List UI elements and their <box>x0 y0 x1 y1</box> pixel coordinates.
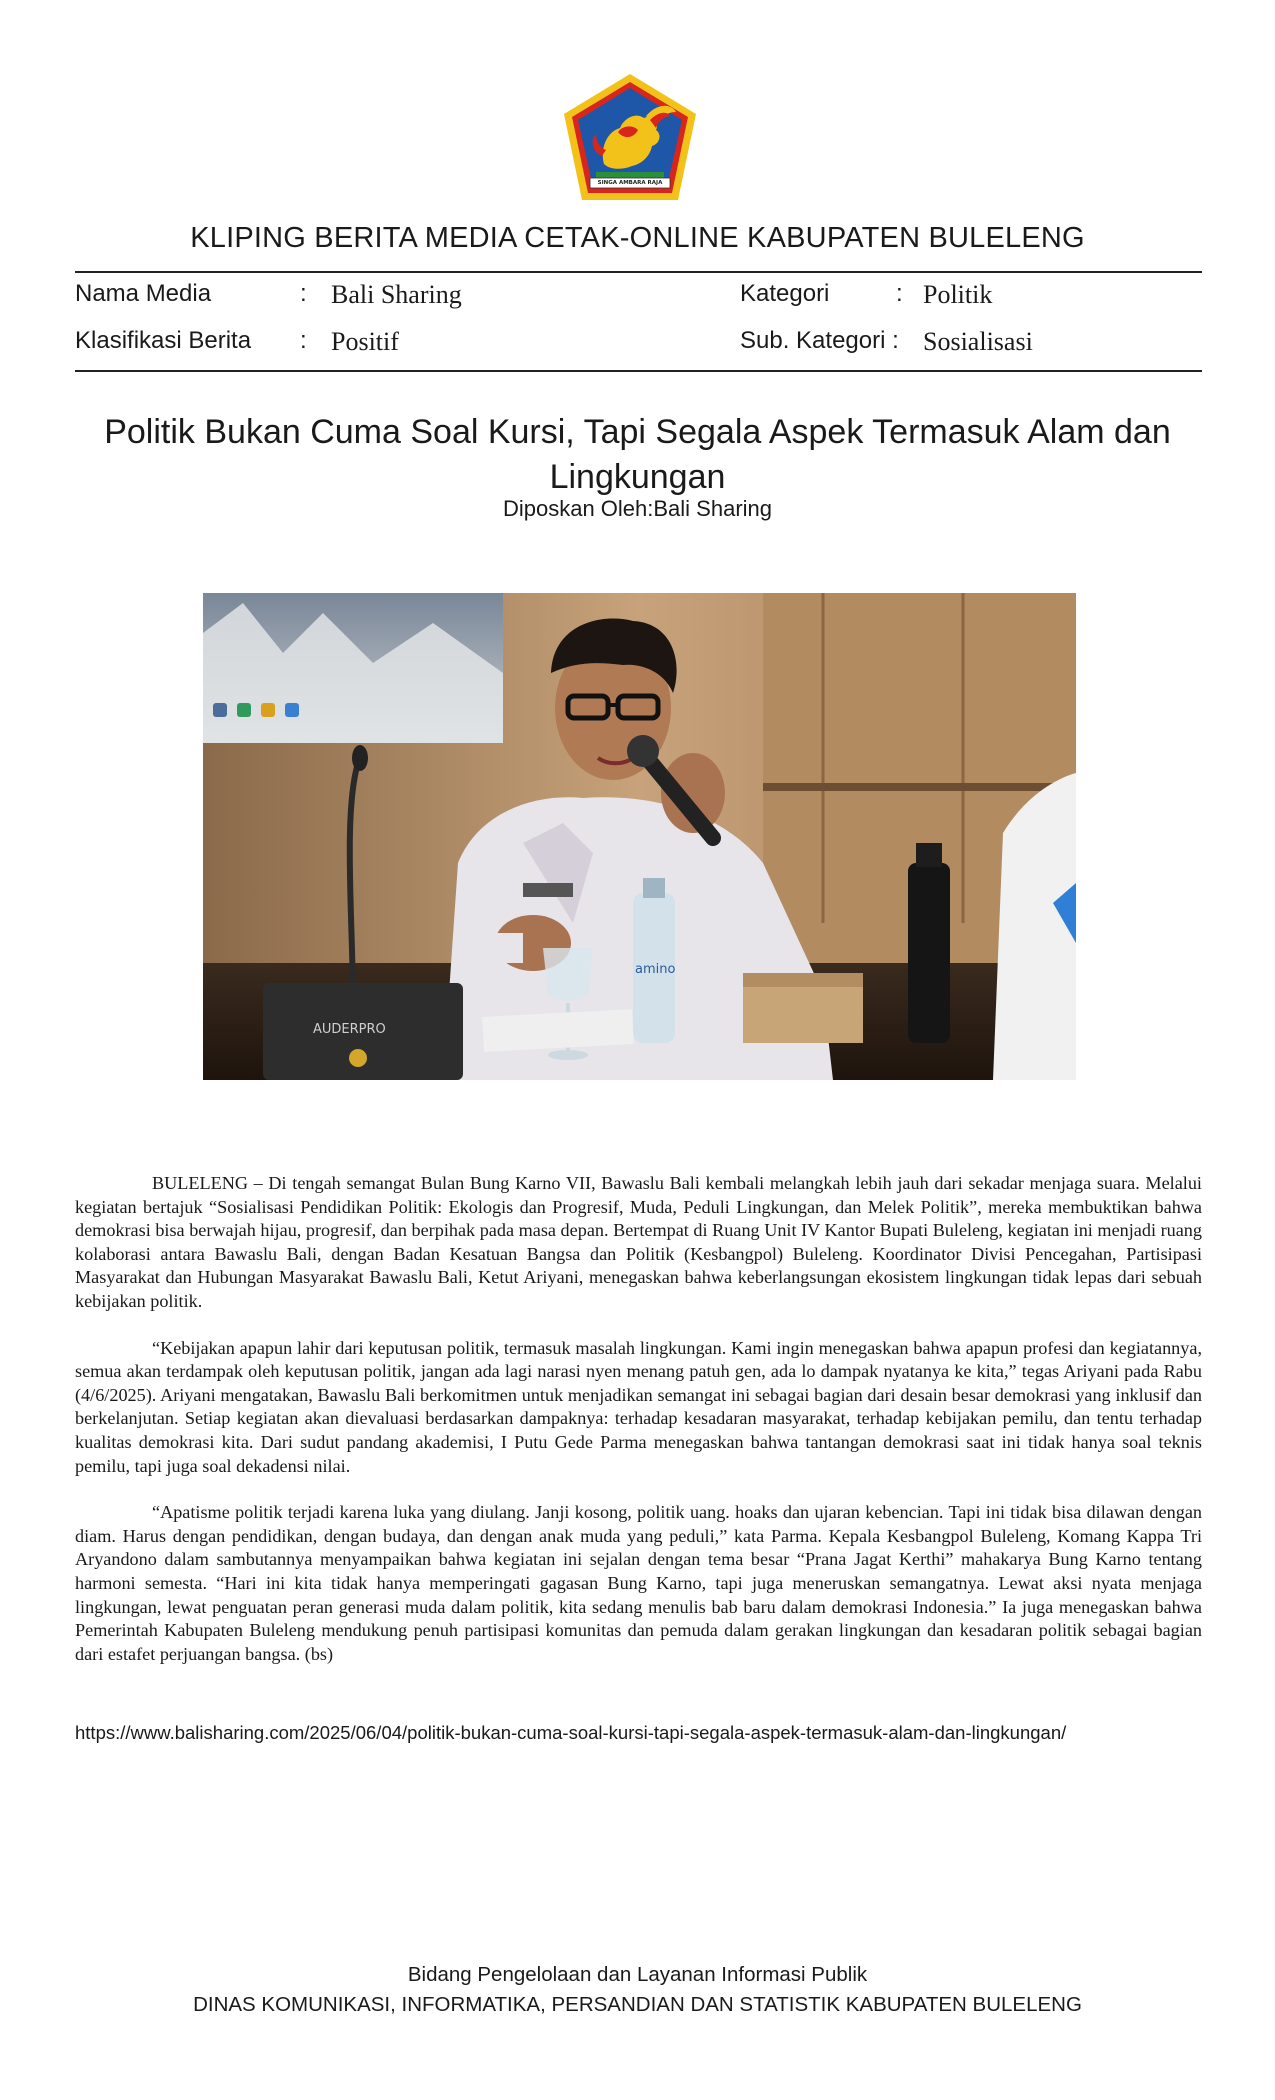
meta-klasifikasi <box>75 327 251 355</box>
klasifikasi-label: Klasifikasi Berita <box>75 327 252 354</box>
nama-media-label: Nama Media <box>75 280 212 307</box>
klasifikasi-value: Positif <box>331 327 399 356</box>
kategori-value: Politik <box>923 280 993 309</box>
footer-department: Bidang Pengelolaan dan Layanan Informasi Publik <box>407 1963 868 1986</box>
footer-agency: DINAS KOMUNIKASI, INFORMATIKA, PERSANDIAN DAN STATISTIK KABUPATEN BULELENG <box>193 1993 1082 2016</box>
article-paragraph: “Apatisme politik terjadi karena luka yang diulang. Janji kosong, politik uang. hoaks dan ujaran kebencian. Tapi ini tidak bisa dilawan dengan diam. Harus dengan pendidikan, dengan budaya, dan dengan anak muda yang peduli,” kata Parma. Kepala Kesbangpol Buleleng, Komang Kappa Tri Aryandono dalam sambutannya menyampaikan bahwa kegiatan ini sejalan dengan tema besar “Prana Jagat Kerthi” mahakarya Bung Karno tentang harmoni semesta. “Hari ini kita tidak hanya memperingati gagasan Bung Karno, tapi juga meneruskan semangatnya. Lewat aksi nyata menjaga lingkungan, lewat penguatan peran generasi muda dalam politik, kita sedang menulis bab baru dalam demokrasi Indonesia.” Ia juga menegaskan bahwa Pemerintah Kabupaten Buleleng mendukung penuh partisipasi komunitas dan pemuda dalam gerakan lingkungan dan kesadaran politik sebagai bagian dari estafet perjuangan bangsa. (bs) <box>75 1502 1202 1664</box>
kategori-label: Kategori <box>740 280 830 307</box>
meta-colon: : <box>300 327 307 354</box>
article-byline: Diposkan Oleh:Bali Sharing <box>502 496 773 521</box>
header-divider-top <box>75 271 1202 273</box>
article-body <box>75 1172 1202 1689</box>
meta-kategori <box>740 280 829 308</box>
source-url-link[interactable]: https://www.balisharing.com/2025/06/04/politik-bukan-cuma-soal-kursi-tapi-segala-aspek-termasuk-alam-dan-lingkungan/ <box>75 1722 1067 1743</box>
article-title: Politik Bukan Cuma Soal Kursi, Tapi Segala Aspek Termasuk Alam dan Lingkungan <box>104 413 1171 496</box>
article-paragraph: BULELENG – Di tengah semangat Bulan Bung Karno VII, Bawaslu Bali kembali melangkah lebih jauh dari sekadar menjaga suara. Melalui kegiatan bertajuk “Sosialisasi Pendidikan Politik: Ekologis dan Progresif, Muda, Peduli Lingkungan, dan Melek Politik”, mereka membuktikan bahwa demokrasi bisa berwajah hijau, progresif, dan berpihak pada masa depan. Bertempat di Ruang Unit IV Kantor Bupati Buleleng, kegiatan ini menjadi ruang kolaborasi antara Bawaslu Bali, dengan Badan Kesatuan Bangsa dan Politik (Kesbangpol) Buleleng. Koordinator Divisi Pencegahan, Partisipasi Masyarakat dan Hubungan Masyarakat Bawaslu Bali, Ketut Ariyani, menegaskan bahwa keberlangsungan ekosistem lingkungan tidak lepas dari sebuah kebijakan politik. <box>75 1173 1202 1311</box>
nama-media-value: Bali Sharing <box>331 280 462 309</box>
meta-colon: : <box>300 280 307 307</box>
buleleng-emblem-logo <box>562 72 698 202</box>
article-paragraph: “Kebijakan apapun lahir dari keputusan politik, termasuk masalah lingkungan. Kami ingin menegaskan bahwa apapun profesi dan kegiatannya, semua akan terdampak oleh keputusan politik, jangan ada lagi narasi nyen menang patuh gen, ada lo dampak nyatanya ke kita,” tegas Ariyani pada Rabu (4/6/2025). Ariyani mengatakan, Bawaslu Bali berkomitmen untuk menjadikan semangat ini sebagai bagian dari desain besar demokrasi yang inklusif dan berkelanjutan. Setiap kegiatan akan dievaluasi berdasarkan dampaknya: terhadap kesadaran masyarakat, terhadap kebijakan pemilu, dan tentu terhadap kualitas demokrasi kita. Dari sudut pandang akademisi, I Putu Gede Parma menegaskan bahwa tantangan demokrasi saat ini tidak hanya soal teknis pemilu, tapi juga soal dekadensi nilai. <box>75 1337 1202 1476</box>
article-photo <box>203 593 1076 1080</box>
meta-colon: : <box>896 280 903 307</box>
header-divider-bottom <box>75 370 1202 372</box>
sub-kategori-value: Sosialisasi <box>923 327 1033 356</box>
bottle-brand-text: amino <box>635 962 676 977</box>
mic-brand-text: AUDERPRO <box>313 1022 386 1037</box>
logo-motto: SINGA AMBARA RAJA <box>597 180 663 186</box>
sub-kategori-label: Sub. Kategori : <box>740 327 899 354</box>
meta-sub-kategori <box>740 327 899 355</box>
meta-nama-media <box>75 280 211 308</box>
clipping-header-title: KLIPING BERITA MEDIA CETAK-ONLINE KABUPATEN BULELENG <box>190 222 1085 254</box>
